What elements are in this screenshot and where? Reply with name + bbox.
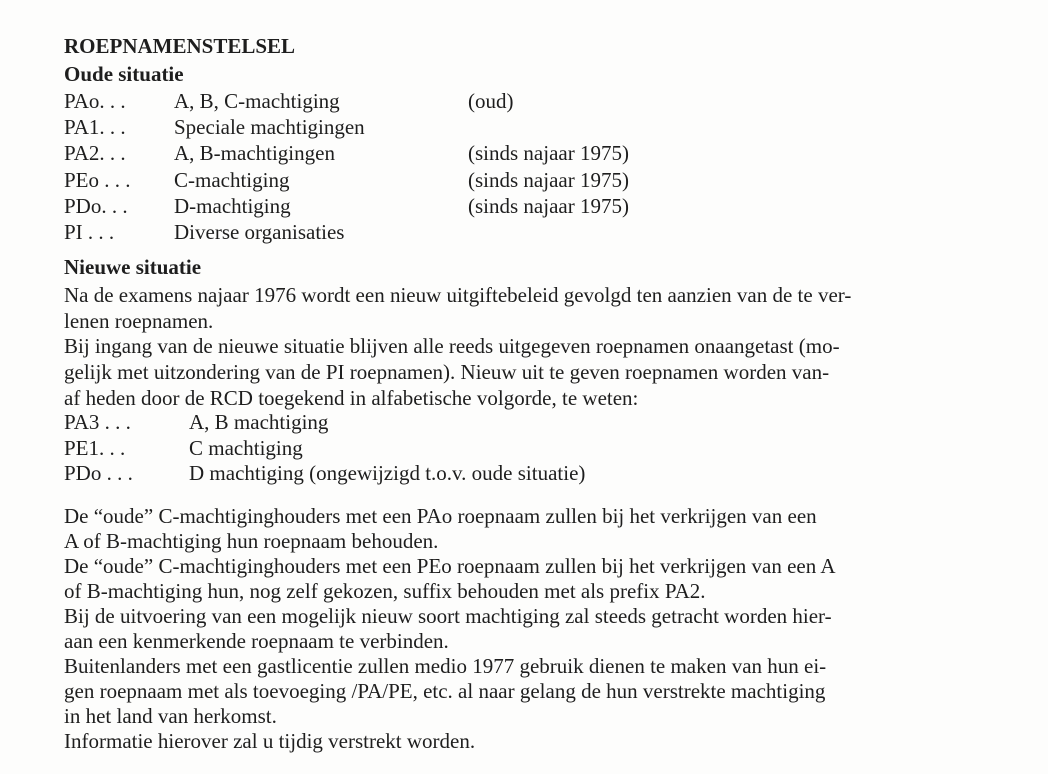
paragraph-line — [64, 703, 277, 729]
paragraph-line — [64, 333, 840, 359]
description: D machtiging (ongewijzigd t.o.v. oude situatie) — [189, 461, 586, 485]
text-line: lenen roepnamen. — [64, 308, 214, 333]
old-situation-heading: Oude situatie — [64, 62, 184, 86]
paragraph-line — [64, 359, 829, 385]
description: A, B, C-machtiging — [174, 89, 340, 113]
paragraph-line — [64, 528, 438, 554]
new-situation-heading: Nieuwe situatie — [64, 255, 202, 279]
paragraph-line — [64, 553, 836, 579]
paragraph-line — [64, 308, 213, 334]
table-row — [64, 435, 303, 461]
code: PDo . . . — [64, 461, 133, 485]
text-line: Buitenlanders met een gastlicentie zullen medio 1977 gebruik dienen te maken van hun ei- — [64, 654, 827, 678]
code: PE1. . . — [64, 435, 126, 460]
table-row — [64, 460, 585, 486]
table-row — [64, 88, 514, 114]
description: Diverse organisaties — [174, 220, 345, 244]
note: (sinds najaar 1975) — [468, 193, 629, 218]
paragraph-line — [64, 628, 449, 654]
code: PA3 . . . — [64, 410, 131, 434]
code: PDo. . . — [64, 193, 128, 218]
table-row — [64, 114, 468, 140]
description: C machtiging — [189, 435, 303, 460]
text-line: af heden door de RCD toegekend in alfabetische volgorde, te weten: — [64, 385, 639, 410]
text-line: of B-machtiging hun, nog zelf gekozen, suffix behouden met als prefix PA2. — [64, 579, 706, 603]
text-line: in het land van herkomst. — [64, 704, 277, 728]
text-line: Bij de uitvoering van een mogelijk nieuw soort machtiging zal steeds getracht worden hier- — [64, 604, 832, 628]
paragraph-line — [64, 678, 825, 704]
description: A, B machtiging — [189, 410, 329, 434]
text-line: Na de examens najaar 1976 wordt een nieuw uitgiftebeleid gevolgd ten aanzien van de te ver- — [64, 283, 852, 307]
code: PEo . . . — [64, 167, 131, 192]
paragraph-line — [64, 385, 638, 411]
note: (sinds najaar 1975) — [468, 141, 629, 166]
paragraph-line — [64, 603, 832, 629]
text-line: gen roepnaam met als toevoeging /PA/PE, etc. al naar gelang de hun verstrekte machtiging — [64, 679, 826, 703]
description: C-machtiging — [174, 167, 290, 192]
table-row — [64, 409, 328, 435]
text-line: aan een kenmerkende roepnaam te verbinden. — [64, 629, 449, 653]
text-line: De “oude” C-machtiginghouders met een PAo roepnaam zullen bij het verkrijgen van een — [64, 504, 817, 528]
text-line: A of B-machtiging hun roepnaam behouden. — [64, 529, 439, 553]
paragraph-line — [64, 503, 817, 529]
code: PAo. . . — [64, 89, 126, 113]
code: PI . . . — [64, 220, 115, 244]
paragraph-line — [64, 282, 851, 308]
code: PA2. . . — [64, 141, 126, 166]
paragraph-line — [64, 578, 706, 604]
description: Speciale machtigingen — [174, 115, 365, 140]
description: D-machtiging — [174, 193, 291, 218]
note: (sinds najaar 1975) — [468, 167, 629, 192]
code: PA1. . . — [64, 115, 126, 140]
text-line: Informatie hierover zal u tijdig verstrekt worden. — [64, 729, 476, 753]
paragraph-line — [64, 653, 826, 679]
table-row — [64, 219, 468, 245]
document-title: ROEPNAMENSTELSEL — [64, 34, 296, 58]
text-line: Bij ingang van de nieuwe situatie blijven alle reeds uitgegeven roepnamen onaangetast (mo- — [64, 334, 840, 359]
paragraph-line — [64, 728, 475, 754]
description: A, B-machtigingen — [174, 141, 335, 166]
note: (oud) — [468, 89, 514, 113]
table-row — [64, 167, 629, 193]
text-line: gelijk met uitzondering van de PI roepnamen). Nieuw uit te geven roepnamen worden van- — [64, 360, 830, 385]
table-row — [64, 140, 629, 166]
table-row — [64, 193, 629, 219]
text-line: De “oude” C-machtiginghouders met een PEo roepnaam zullen bij het verkrijgen van een A — [64, 554, 836, 578]
